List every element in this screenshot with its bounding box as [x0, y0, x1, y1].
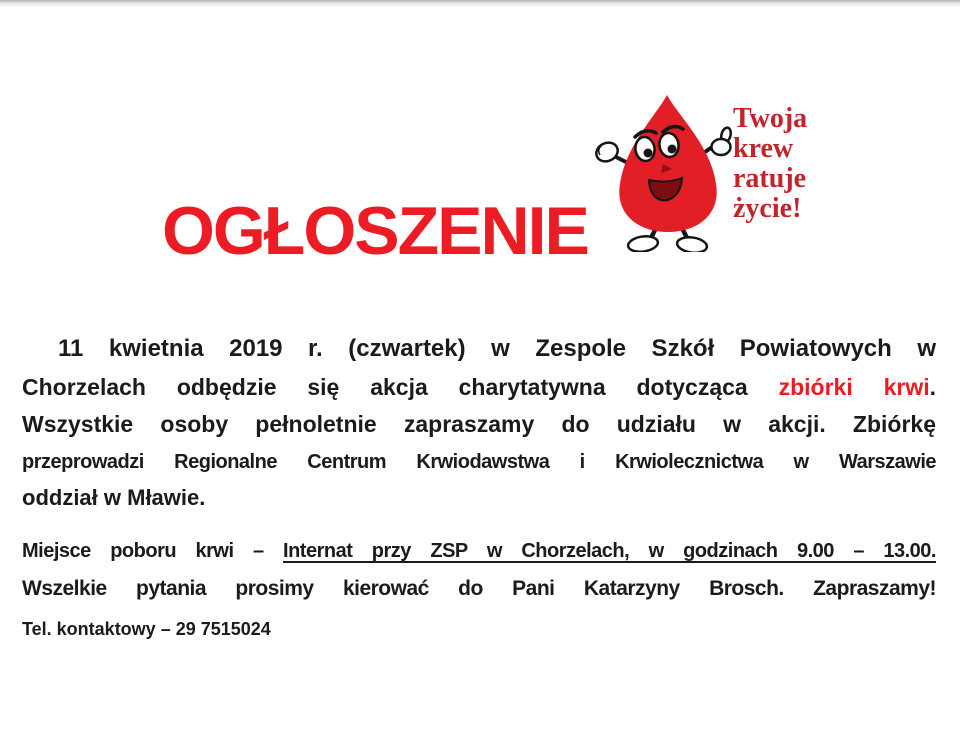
paragraph1-line1: 11 kwietnia 2019 r. (czwartek) w Zespole Szkół Powiatowych w [58, 335, 936, 362]
paragraph-2 [22, 534, 936, 609]
paragraph1-line3: Wszystkie osoby pełnoletnie zapraszamy do udziału w akcji. Zbiórkę [22, 411, 936, 437]
slogan-line-1: Twoja [733, 103, 808, 134]
place-label: Miejsce poboru krwi – [22, 540, 284, 562]
line2-accent-text: zbiórki krwi [778, 374, 930, 400]
paragraph2-line1 [22, 534, 936, 572]
mascot-left-hand [593, 139, 621, 165]
top-edge-shadow [0, 0, 960, 8]
blood-drop-mascot-icon [593, 92, 743, 252]
paragraph-1 [22, 333, 936, 519]
mascot-right-hand [712, 139, 731, 155]
mascot-left-pupil [644, 149, 653, 158]
contact-phone-line: Tel. kontaktowy – 29 7515024 [22, 619, 271, 639]
line2-period: . [929, 374, 936, 400]
mascot-right-pupil [668, 145, 677, 154]
slogan-line-4: życie! [733, 193, 802, 224]
logo-slogan [733, 104, 807, 224]
paragraph2-line2: Wszelkie pytania prosimy kierować do Pani Katarzyny Brosch. Zapraszamy! [22, 577, 936, 600]
paragraph1-line5: oddział w Mławie. [22, 485, 206, 510]
place-underlined-text: Internat przy ZSP w Chorzelach, w godzinach 9.00 – 13.00. [283, 540, 936, 562]
blood-donation-logo [590, 90, 920, 260]
paragraph1-line2 [22, 370, 936, 407]
paragraph1-line4: przeprowadzi Regionalne Centrum Krwiodawstwa i Krwiolecznictwa w Warszawie [22, 451, 936, 473]
slogan-line-2: krew [733, 133, 794, 164]
mascot-left-shoe [627, 234, 659, 252]
page-title: OGŁOSZENIE [162, 193, 588, 269]
line2-prefix: Chorzelach odbędzie się akcja charytatywna dotycząca [22, 374, 748, 400]
announcement-body [22, 333, 936, 641]
slogan-line-3: ratuje [733, 163, 807, 194]
mascot-right-shoe [676, 235, 708, 252]
blood-drop-body [619, 95, 716, 232]
